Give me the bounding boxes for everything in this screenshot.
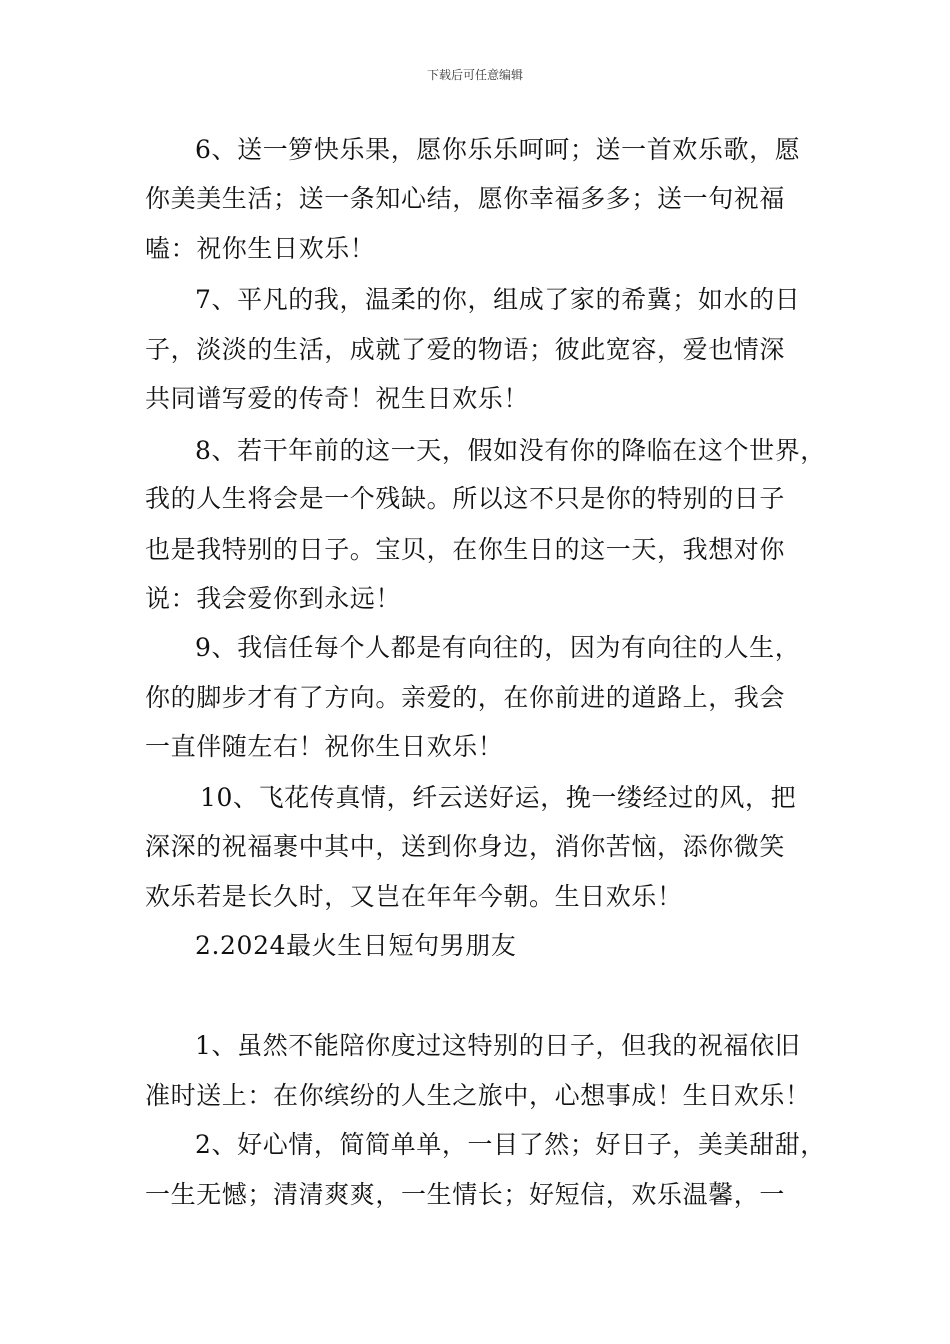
- text-line: 6、送一箩快乐果，愿你乐乐呵呵；送一首欢乐歌，愿: [195, 135, 801, 164]
- text-line: 嗑：祝你生日欢乐！: [145, 234, 376, 263]
- text-line: 7、平凡的我，温柔的你，组成了家的希冀；如水的日: [195, 285, 801, 314]
- text-line: 欢乐若是长久时，又岂在年年今朝。生日欢乐！: [145, 882, 683, 911]
- text-line: 子，淡淡的生活，成就了爱的物语；彼此宽容，爱也情深: [145, 335, 786, 364]
- section-heading: 2.2024最火生日短句男朋友: [195, 931, 517, 960]
- text-line: 共同谱写爱的传奇！祝生日欢乐！: [145, 384, 530, 413]
- text-line: 准时送上：在你缤纷的人生之旅中，心想事成！生日欢乐！: [145, 1081, 811, 1110]
- text-line: 一直伴随左右！祝你生日欢乐！: [145, 732, 504, 761]
- text-line: 你的脚步才有了方向。亲爱的，在你前进的道路上，我会: [145, 683, 786, 712]
- text-line: 说：我会爱你到永远！: [145, 584, 402, 613]
- text-line: 也是我特别的日子。宝贝，在你生日的这一天，我想对你: [145, 535, 786, 564]
- text-line: 1、虽然不能陪你度过这特别的日子，但我的祝福依旧: [195, 1031, 801, 1060]
- text-line: 我的人生将会是一个残缺。所以这不只是你的特别的日子: [145, 484, 786, 513]
- text-line: 深深的祝福裹中其中，送到你身边，消你苦恼，添你微笑: [145, 832, 786, 861]
- text-line: 10、飞花传真情，纤云送好运，挽一缕经过的风，把: [200, 783, 797, 812]
- text-line: 9、我信任每个人都是有向往的，因为有向往的人生，: [195, 633, 801, 662]
- page-header: 下载后可任意编辑: [426, 68, 523, 82]
- text-line: 8、若干年前的这一天，假如没有你的降临在这个世界，: [195, 436, 826, 465]
- text-line: 2、好心情，简简单单，一目了然；好日子，美美甜甜，: [195, 1130, 826, 1159]
- text-line: 你美美生活；送一条知心结，愿你幸福多多；送一句祝福: [145, 184, 786, 213]
- text-line: 一生无憾；清清爽爽，一生情长；好短信，欢乐温馨，一: [145, 1180, 786, 1209]
